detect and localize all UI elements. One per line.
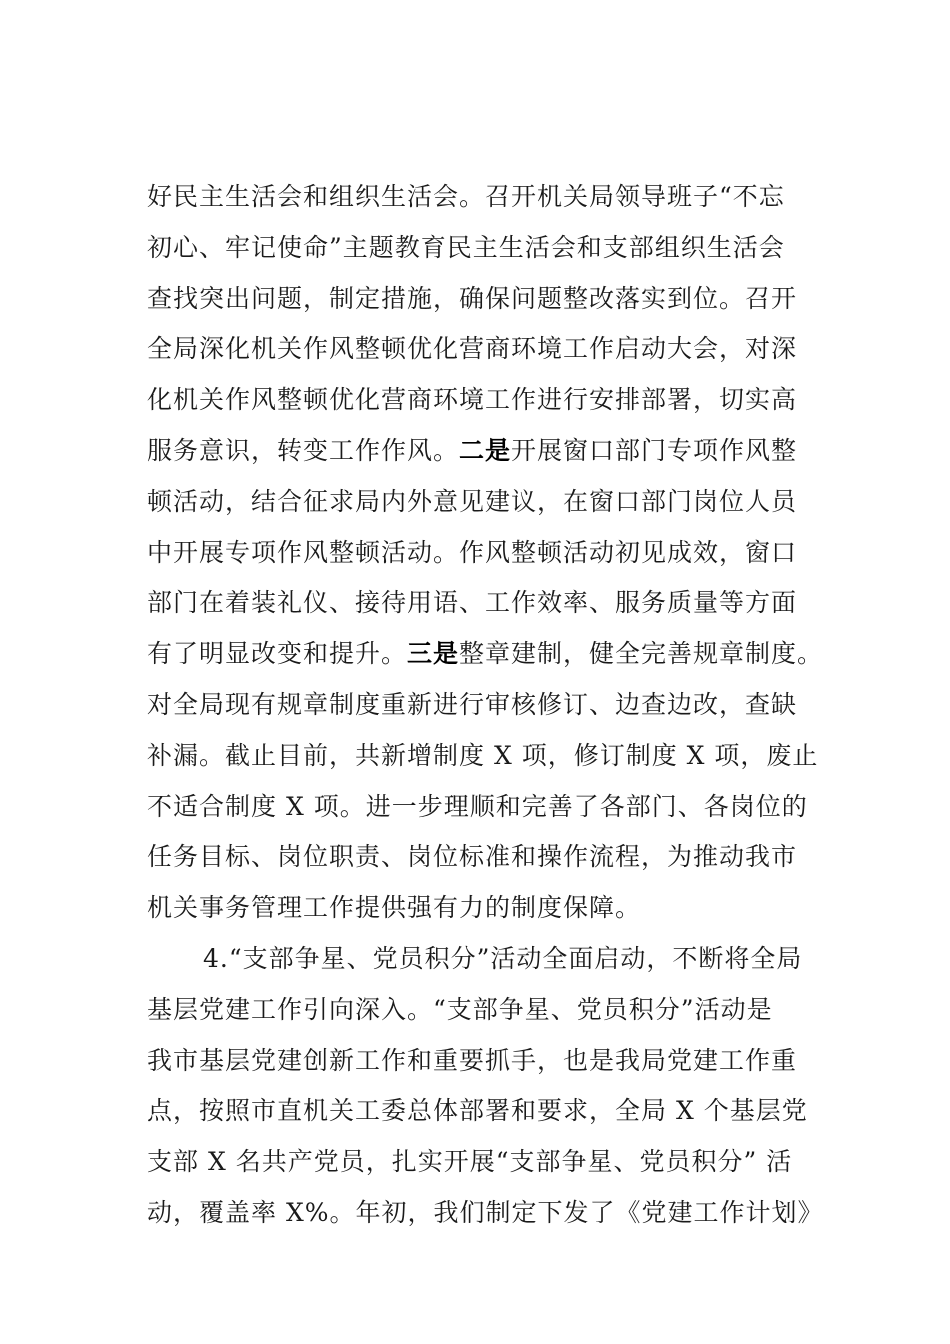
bold-marker-third: 三是 [407,639,460,669]
paragraph-line: 部门在着装礼仪、接待用语、工作效率、服务质量等方面 [147,588,798,618]
paragraph-line: 点，按照市直机关工委总体部署和要求，全局 X 个基层党 [147,1096,808,1126]
paragraph-line: 支部 X 名共产党员，扎实开展“支部争星、党员积分” 活 [147,1147,793,1177]
line-text: 有了明显改变和提升。 [147,639,408,669]
paragraph-line: 全局深化机关作风整顿优化营商环境工作启动大会，对深 [147,334,798,364]
paragraph-line: 初心、牢记使命”主题教育民主生活会和支部组织生活会 [147,232,785,262]
paragraph-line [147,426,827,477]
paragraph-line: 动，覆盖率 X%。年初，我们制定下发了《党建工作计划》 [147,1197,824,1227]
bold-marker-second: 二是 [459,435,512,465]
paragraph-line: 我市基层党建创新工作和重要抓手，也是我局党建工作重 [147,1045,798,1075]
paragraph-line: 任务目标、岗位职责、岗位标准和操作流程，为推动我市 [147,842,798,872]
section-heading-line: 4.“支部争星、党员积分”活动全面启动，不断将全局 [203,943,803,973]
paragraph-line: 对全局现有规章制度重新进行审核修订、边查边改，查缺 [147,689,798,719]
paragraph-line: 机关事务管理工作提供强有力的制度保障。 [147,893,642,923]
paragraph-line: 化机关作风整顿优化营商环境工作进行安排部署，切实高 [147,385,798,415]
paragraph-line: 查找突出问题，制定措施，确保问题整改落实到位。召开 [147,283,798,313]
paragraph-line [147,629,827,680]
line-text: 服务意识，转变工作作风。 [147,435,460,465]
paragraph-line: 好民主生活会和组织生活会。召开机关局领导班子“不忘 [147,182,785,211]
paragraph-line: 顿活动，结合征求局内外意见建议，在窗口部门岗位人员 [147,486,798,516]
line-text: 开展窗口部门专项作风整 [511,435,798,465]
paragraph-line: 补漏。截止目前，共新增制度 X 项，修订制度 X 项，废止 [147,740,819,770]
paragraph-line: 中开展专项作风整顿活动。作风整顿活动初见成效，窗口 [147,537,798,567]
line-text: 整章建制，健全完善规章制度。 [459,639,824,669]
paragraph-line: 基层党建工作引向深入。“支部争星、党员积分”活动是 [147,994,773,1024]
document-body [147,172,827,1239]
paragraph-line: 不适合制度 X 项。进一步理顺和完善了各部门、各岗位的 [147,791,808,821]
